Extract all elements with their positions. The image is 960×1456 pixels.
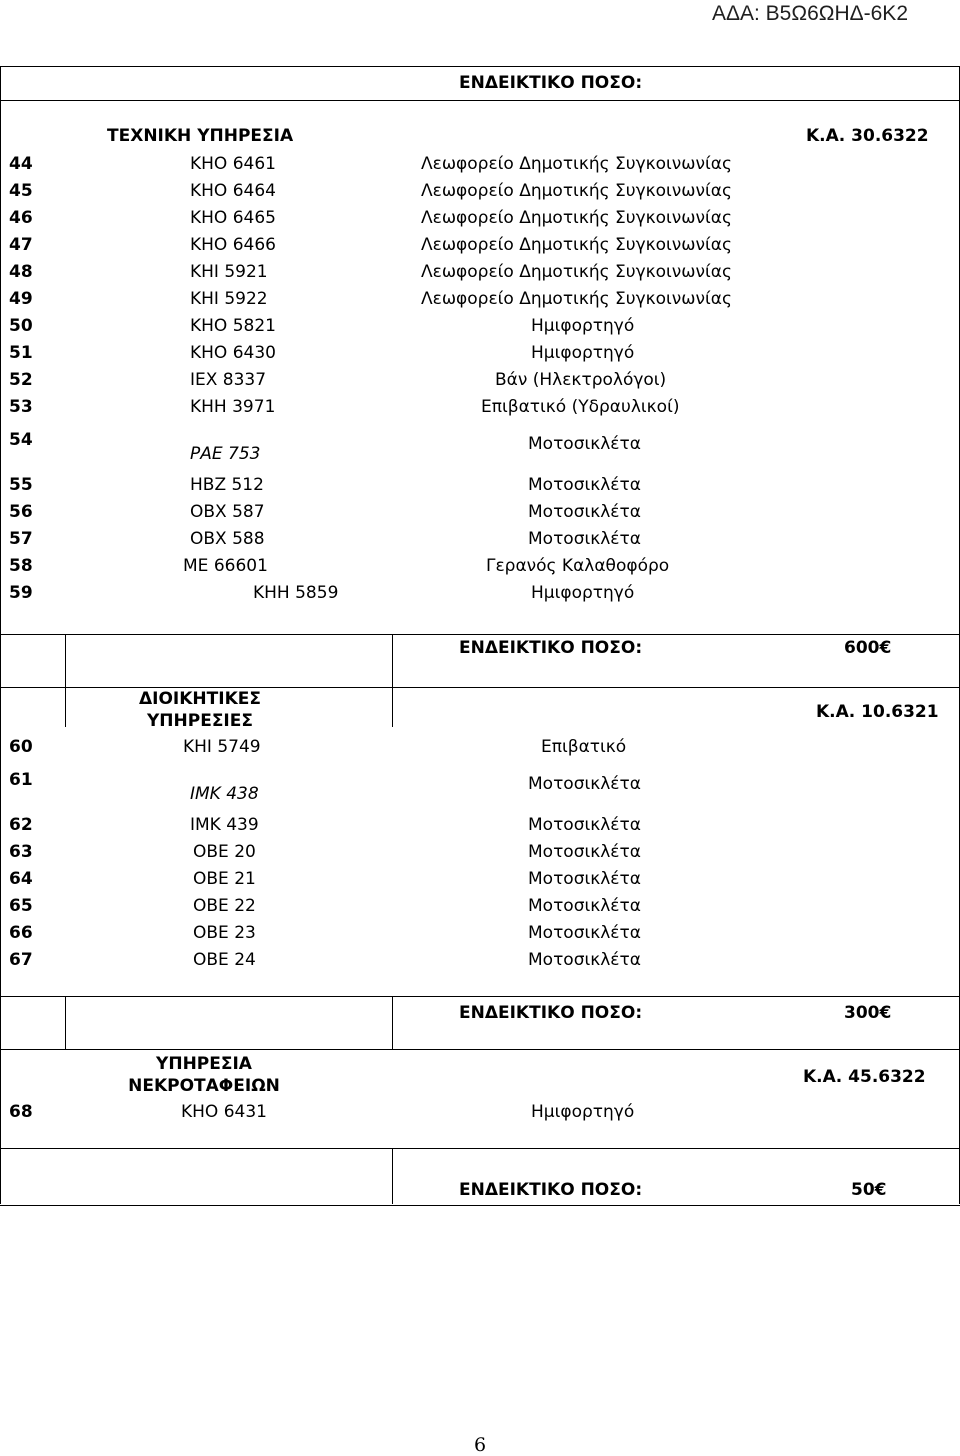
row-number: 51 — [9, 343, 33, 363]
vehicle-type: Ημιφορτηγό — [531, 1102, 635, 1122]
section-admin-ka: Κ.Α. 10.6321 — [816, 702, 939, 722]
row-number: 58 — [9, 556, 33, 576]
plate-number: ΚΗΟ 6461 — [190, 154, 276, 174]
section-technical-total-label: ΕΝΔΕΙΚΤΙΚΟ ΠΟΣΟ: — [459, 638, 643, 658]
plate-number: ΡΑΕ 753 — [190, 444, 261, 464]
plate-number: ΚΗΟ 6465 — [190, 208, 276, 228]
row-number: 49 — [9, 289, 33, 309]
plate-number: ΚΗΙ 5749 — [183, 737, 261, 757]
plate-number: ΚΗΙ 5922 — [190, 289, 268, 309]
row-number: 45 — [9, 181, 33, 201]
section-cemetery-total-value: 50€ — [851, 1180, 887, 1200]
section-technical-total-value: 600€ — [844, 638, 892, 658]
row-number: 64 — [9, 869, 33, 889]
plate-number: ΚΗΟ 6466 — [190, 235, 276, 255]
row-number: 63 — [9, 842, 33, 862]
ada-code: ΑΔΑ: Β5Ω6ΩΗΔ-6Κ2 — [711, 2, 908, 25]
plate-number: ΟΒΧ 588 — [190, 529, 265, 549]
section-cemetery-title-2: ΝΕΚΡΟΤΑΦΕΙΩΝ — [128, 1076, 280, 1096]
cell-divider — [392, 634, 393, 687]
plate-number: ΚΗΙ 5921 — [190, 262, 268, 282]
plate-number: ΙΜΚ 439 — [190, 815, 259, 835]
row-divider — [0, 996, 960, 997]
section-admin-title-2: ΥΠΗΡΕΣΙΕΣ — [146, 711, 253, 731]
row-number: 48 — [9, 262, 33, 282]
vehicle-type: Λεωφορείο Δημοτικής Συγκοινωνίας — [421, 181, 732, 201]
row-divider — [0, 1049, 960, 1050]
row-divider — [0, 100, 960, 101]
row-number: 65 — [9, 896, 33, 916]
vehicle-type: Ημιφορτηγό — [531, 343, 635, 363]
row-number: 56 — [9, 502, 33, 522]
vehicle-type: Μοτοσικλέτα — [528, 434, 641, 454]
plate-number: ΟΒΕ 21 — [193, 869, 256, 889]
row-number: 47 — [9, 235, 33, 255]
vehicle-type: Γερανός Καλαθοφόρο — [486, 556, 670, 576]
vehicle-type: Μοτοσικλέτα — [528, 774, 641, 794]
section-cemetery-ka: Κ.Α. 45.6322 — [803, 1067, 926, 1087]
section-admin-total-label: ΕΝΔΕΙΚΤΙΚΟ ΠΟΣΟ: — [459, 1003, 643, 1023]
row-divider — [0, 634, 960, 635]
plate-number: ΟΒΧ 587 — [190, 502, 265, 522]
plate-number: ΗΒΖ 512 — [190, 475, 264, 495]
row-number: 61 — [9, 770, 33, 790]
section-technical-title: ΤΕΧΝΙΚΗ ΥΠΗΡΕΣΙΑ — [107, 126, 294, 146]
row-number: 57 — [9, 529, 33, 549]
plate-number: ΚΗΟ 6464 — [190, 181, 276, 201]
vehicle-type: Μοτοσικλέτα — [528, 475, 641, 495]
vehicle-type: Επιβατικό — [541, 737, 627, 757]
top-total-label: ΕΝΔΕΙΚΤΙΚΟ ΠΟΣΟ: — [459, 73, 643, 93]
plate-number: ΟΒΕ 20 — [193, 842, 256, 862]
vehicle-type: Μοτοσικλέτα — [528, 529, 641, 549]
row-number: 59 — [9, 583, 33, 603]
row-number: 66 — [9, 923, 33, 943]
cell-divider — [65, 687, 66, 727]
vehicle-type: Λεωφορείο Δημοτικής Συγκοινωνίας — [421, 154, 732, 174]
cell-divider — [65, 996, 66, 1049]
vehicle-type: Λεωφορείο Δημοτικής Συγκοινωνίας — [421, 289, 732, 309]
section-technical-ka: Κ.Α. 30.6322 — [806, 126, 929, 146]
row-number: 52 — [9, 370, 33, 390]
section-cemetery-title-1: ΥΠΗΡΕΣΙΑ — [156, 1054, 252, 1074]
section-admin-title-1: ΔΙΟΙΚΗΤΙΚΕΣ — [139, 689, 261, 709]
plate-number: ΚΗΗ 3971 — [190, 397, 276, 417]
vehicle-type: Μοτοσικλέτα — [528, 502, 641, 522]
row-number: 55 — [9, 475, 33, 495]
plate-number: ΚΗΟ 5821 — [190, 316, 276, 336]
vehicle-type: Μοτοσικλέτα — [528, 950, 641, 970]
vehicle-type: Βάν (Ηλεκτρολόγοι) — [495, 370, 667, 390]
cell-divider — [65, 634, 66, 687]
section-cemetery-total-label: ΕΝΔΕΙΚΤΙΚΟ ΠΟΣΟ: — [459, 1180, 643, 1200]
vehicle-type: Ημιφορτηγό — [531, 316, 635, 336]
cell-divider — [392, 1148, 393, 1204]
plate-number: ΟΒΕ 22 — [193, 896, 256, 916]
row-number: 67 — [9, 950, 33, 970]
vehicle-type: Μοτοσικλέτα — [528, 896, 641, 916]
cell-divider — [392, 687, 393, 727]
vehicle-type: Μοτοσικλέτα — [528, 923, 641, 943]
row-number: 54 — [9, 430, 33, 450]
row-number: 44 — [9, 154, 33, 174]
cell-divider — [392, 996, 393, 1049]
plate-number: ΟΒΕ 24 — [193, 950, 256, 970]
row-number: 68 — [9, 1102, 33, 1122]
plate-number: ΚΗΟ 6430 — [190, 343, 276, 363]
row-number: 50 — [9, 316, 33, 336]
row-number: 46 — [9, 208, 33, 228]
row-divider — [0, 687, 960, 688]
vehicle-type: Μοτοσικλέτα — [528, 815, 641, 835]
row-number: 60 — [9, 737, 33, 757]
plate-number: ΜΕ 66601 — [183, 556, 268, 576]
table-left-border — [0, 66, 1, 1204]
row-number: 53 — [9, 397, 33, 417]
vehicle-type: Λεωφορείο Δημοτικής Συγκοινωνίας — [421, 208, 732, 228]
vehicle-type: Επιβατικό (Υδραυλικοί) — [481, 397, 680, 417]
row-number: 62 — [9, 815, 33, 835]
vehicle-type: Μοτοσικλέτα — [528, 842, 641, 862]
vehicle-type: Λεωφορείο Δημοτικής Συγκοινωνίας — [421, 235, 732, 255]
plate-number: ΙΕΧ 8337 — [190, 370, 267, 390]
plate-number: ΚΗΟ 6431 — [181, 1102, 267, 1122]
section-admin-total-value: 300€ — [844, 1003, 892, 1023]
plate-number: ΚΗΗ 5859 — [253, 583, 339, 603]
vehicle-type: Ημιφορτηγό — [531, 583, 635, 603]
page-number: 6 — [473, 1434, 487, 1456]
plate-number: ΟΒΕ 23 — [193, 923, 256, 943]
vehicle-type: Μοτοσικλέτα — [528, 869, 641, 889]
vehicle-type: Λεωφορείο Δημοτικής Συγκοινωνίας — [421, 262, 732, 282]
plate-number: ΙΜΚ 438 — [190, 784, 259, 804]
row-divider — [0, 1148, 960, 1149]
